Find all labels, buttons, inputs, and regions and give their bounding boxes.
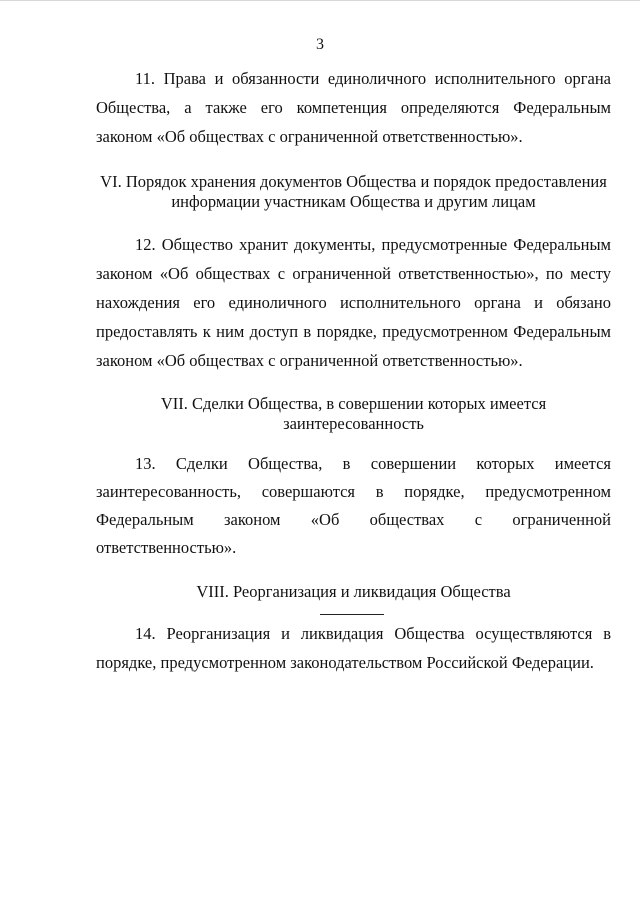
section-6-heading-line-1: VI. Порядок хранения документов Общества и порядок предоставления [100,172,607,191]
end-divider-line [320,614,384,615]
section-6-heading-line-2: информации участникам Общества и другим лицам [171,192,536,211]
page-number: 3 [316,36,324,53]
paragraph-11: 11. Права и обязанности единоличного исполнительного органа Общества, а также его компетенция определяются Федеральным законом «Об обществах с ограниченной ответственностью». [96,69,611,146]
paragraph-12: 12. Общество хранит документы, предусмотренные Федеральным законом «Об обществах с ограниченной ответственностью», по месту нахождения его единоличного исполнительного органа и обязано предоставлять к ним доступ в порядке, предусмотренном Федеральным законом «Об обществах с ограниченной ответственностью». [96,235,611,370]
page-top-edge [0,0,640,1]
paragraph-14: 14. Реорганизация и ликвидация Общества осуществляются в порядке, предусмотренном законодательством Российской Федерации. [96,624,611,672]
document-body [96,64,611,677]
paragraph-13: 13. Сделки Общества, в совершении которых имеется заинтересованность, совершаются в порядке, предусмотренном Федеральным законом «Об обществах с ограниченной ответственностью». [96,454,611,557]
section-8-heading: VIII. Реорганизация и ликвидация Общества [196,582,511,601]
section-7-heading: VII. Сделки Общества, в совершении которых имеется заинтересованность [160,394,547,433]
section-6-heading [96,172,611,212]
